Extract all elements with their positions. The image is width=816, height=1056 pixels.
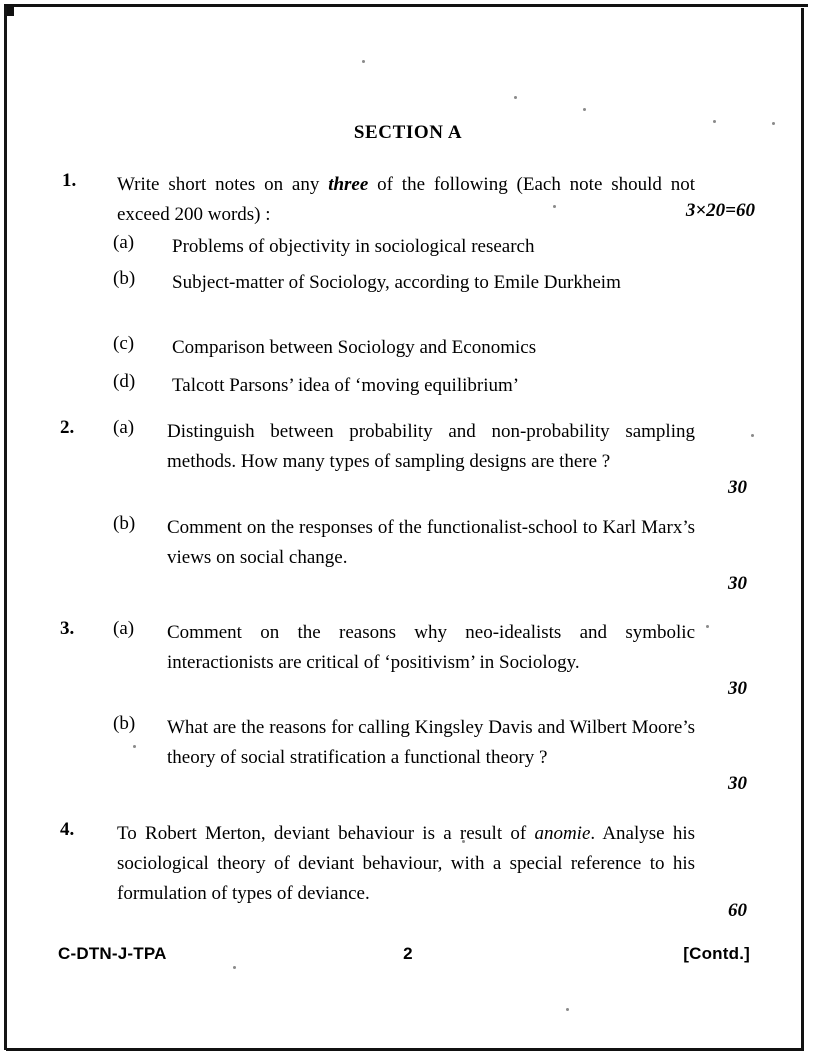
- question-1-subitem-c-text: Comparison between Sociology and Economics: [172, 337, 537, 358]
- question-number-3: 3.: [60, 618, 75, 639]
- question-4-marks: 60: [728, 900, 747, 921]
- question-2-subitem-b-label: (b): [113, 513, 136, 534]
- footer-page-number: 2: [403, 944, 413, 963]
- question-3-subitem-a-label: (a): [113, 618, 135, 639]
- question-number-2: 2.: [60, 417, 75, 438]
- question-4-emphasis: anomie: [534, 823, 591, 844]
- question-1-stem-part2: of the following (Each note should not exceed 200 words) :: [117, 174, 695, 225]
- question-1-subitem-d-label: (d): [113, 371, 136, 392]
- question-1-subitem-c-label: (c): [113, 333, 135, 354]
- question-1-emphasis: three: [328, 174, 369, 195]
- question-2-subitem-a-label: (a): [113, 417, 135, 438]
- question-1-subitem-d-text: Talcott Parsons’ idea of ‘moving equilibrium’: [172, 375, 520, 396]
- question-4-stem-part1: To Robert Merton, deviant behaviour is a result of: [117, 823, 535, 844]
- question-3-subitem-a-marks: 30: [728, 678, 747, 699]
- question-2-subitem-b-text: Comment on the responses of the functionalist-school to Karl Marx’s views on social change.: [167, 517, 695, 568]
- question-1-subitem-b-text: Subject-matter of Sociology, according to Emile Durkheim: [172, 272, 621, 293]
- question-2-subitem-a-text: Distinguish between probability and non-probability sampling methods. How many types of sampling designs are there ?: [167, 421, 695, 472]
- question-1-marks: 3×20=60: [685, 200, 755, 221]
- question-1-subitem-a-text: Problems of objectivity in sociological research: [172, 236, 535, 257]
- question-4-stem: [117, 819, 695, 909]
- section-heading: SECTION A: [353, 122, 463, 143]
- question-3-subitem-b-text: What are the reasons for calling Kingsley Davis and Wilbert Moore’s theory of social stratification a functional theory ?: [167, 717, 695, 768]
- question-4-stem-part2: . Analyse his sociological theory of deviant behaviour, with a special reference to his formulation of types of deviance.: [117, 823, 696, 904]
- question-1-stem-part1: Write short notes on any: [117, 174, 329, 195]
- question-3-subitem-a-text: Comment on the reasons why neo-idealists and symbolic interactionists are critical of ‘positivism’ in Sociology.: [167, 622, 695, 673]
- question-number-1: 1.: [62, 170, 77, 191]
- question-3-subitem-b-label: (b): [113, 713, 136, 734]
- question-1-subitem-b-label: (b): [113, 268, 136, 289]
- question-2-subitem-b-marks: 30: [728, 573, 747, 594]
- question-number-4: 4.: [60, 819, 75, 840]
- footer-continued-label: [Contd.]: [683, 944, 750, 963]
- question-3-subitem-b-marks: 30: [728, 773, 747, 794]
- question-1-subitem-a-label: (a): [113, 232, 135, 253]
- question-2-subitem-a-marks: 30: [728, 477, 747, 498]
- footer-paper-code: C-DTN-J-TPA: [58, 944, 167, 963]
